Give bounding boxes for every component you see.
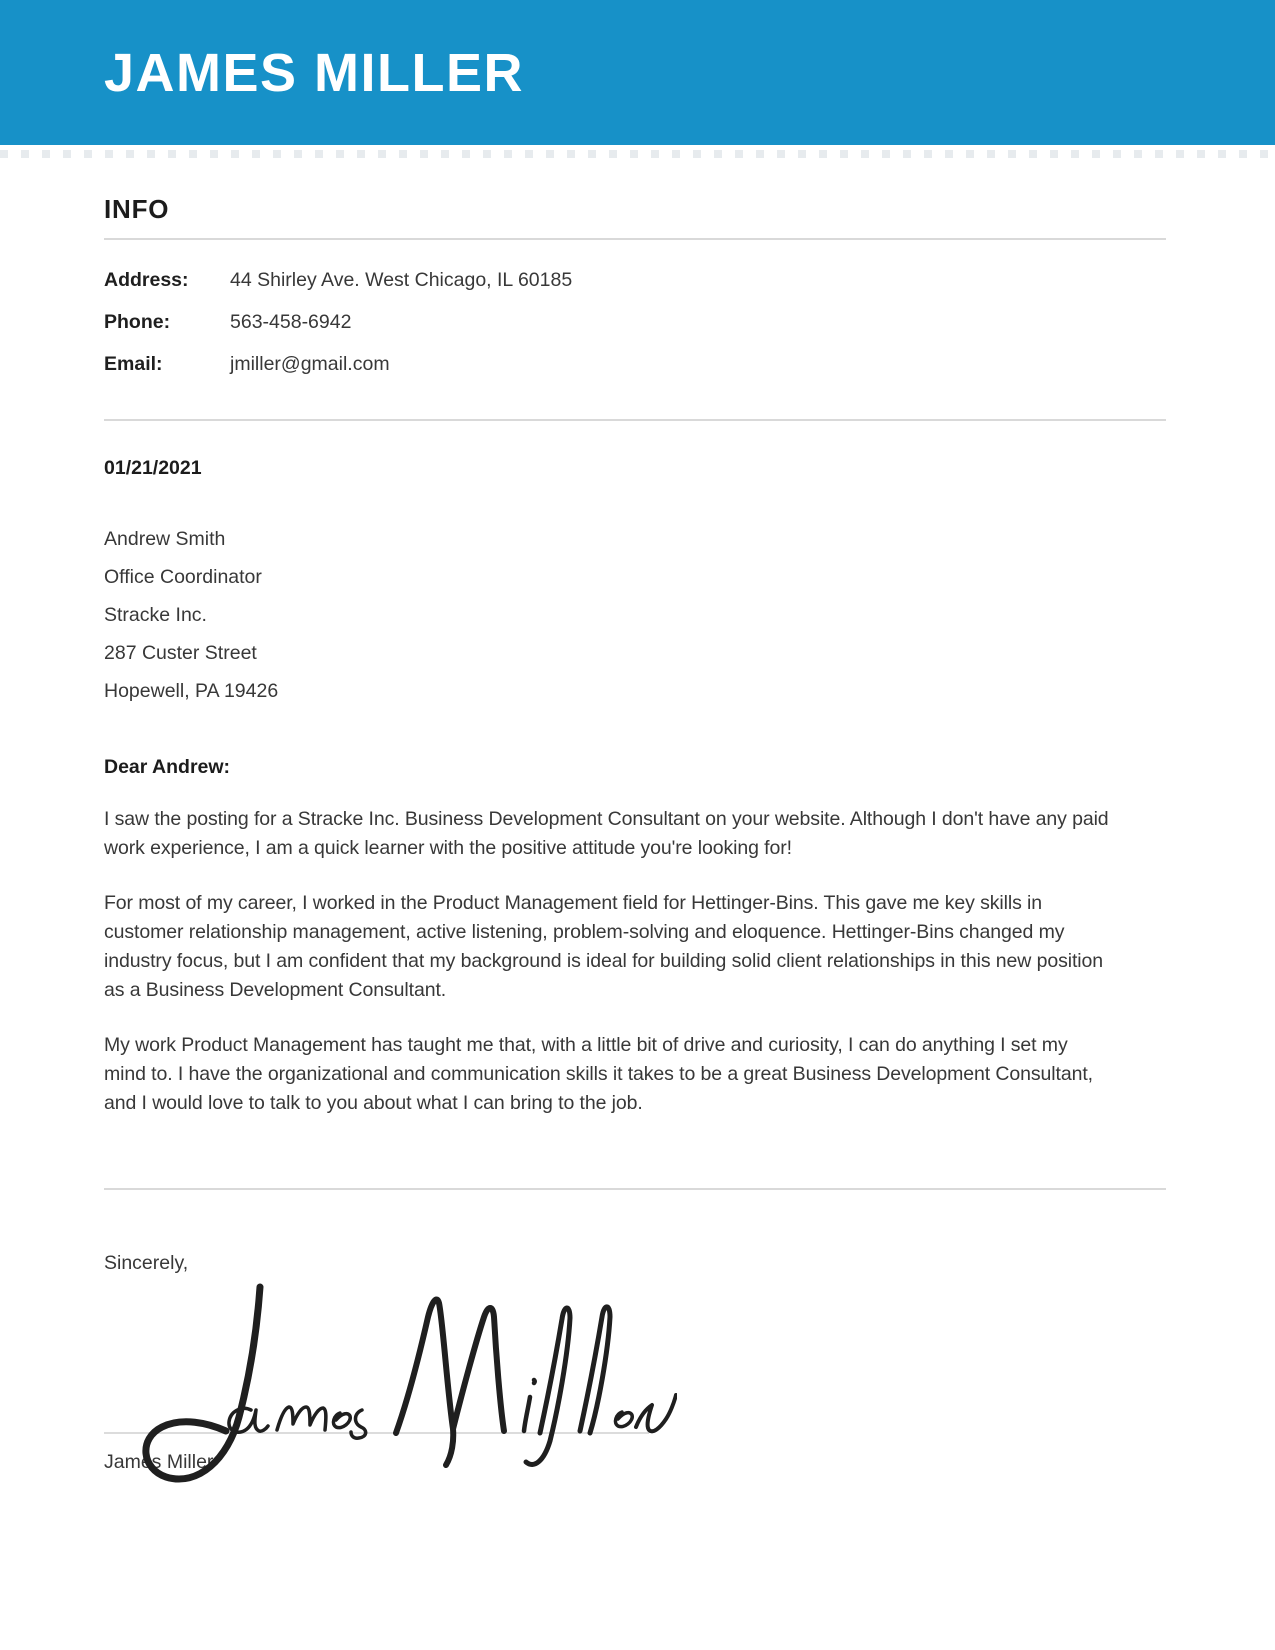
salutation: Dear Andrew: <box>104 756 231 778</box>
recipient-block <box>104 520 1166 710</box>
letter-content <box>0 194 1275 1496</box>
info-row-phone <box>104 309 1166 335</box>
info-rows <box>104 267 1166 377</box>
info-rule <box>104 238 1166 240</box>
recipient-city: Hopewell, PA 19426 <box>104 680 279 702</box>
email-label: Email: <box>104 353 163 375</box>
page-title: JAMES MILLER <box>104 42 525 103</box>
paragraph-2: For most of my career, I worked in the Product Management field for Hettinger-Bins. This gave me key skills in customer relationship management, active listening, problem-solving and eloquence. Hettinger-Bins changed my industry focus, but I am confident that my background is ideal for building solid client relationships in this new position as a Business Development Consultant. <box>104 892 1103 1001</box>
recipient-street: 287 Custer Street <box>104 642 257 664</box>
address-label: Address: <box>104 269 189 291</box>
signature-script-image <box>102 1279 677 1491</box>
phone-label: Phone: <box>104 311 171 333</box>
recipient-name: Andrew Smith <box>104 528 226 550</box>
info-heading: INFO <box>104 194 170 224</box>
info-row-email <box>104 351 1166 377</box>
signature-block <box>104 1281 1166 1496</box>
typed-name: James Miller <box>104 1451 214 1473</box>
info-row-address <box>104 267 1166 293</box>
letter-date: 01/21/2021 <box>104 457 202 479</box>
header-dash-strip <box>0 150 1275 158</box>
paragraph-3: My work Product Management has taught me that, with a little bit of drive and curiosity, I can do anything I set my mind to. I have the organizational and communication skills it takes to be a great Business Development Consultant, and I would love to talk to you about what I can bring to the job. <box>104 1034 1093 1114</box>
section-divider <box>104 419 1166 421</box>
closing-divider <box>104 1188 1166 1190</box>
closing-text: Sincerely, <box>104 1252 189 1274</box>
header-band <box>0 0 1275 145</box>
address-value: 44 Shirley Ave. West Chicago, IL 60185 <box>230 269 573 291</box>
email-value: jmiller@gmail.com <box>230 353 390 375</box>
recipient-company: Stracke Inc. <box>104 604 207 626</box>
recipient-title: Office Coordinator <box>104 566 262 588</box>
phone-value: 563-458-6942 <box>230 311 352 333</box>
paragraph-1: I saw the posting for a Stracke Inc. Business Development Consultant on your website. Although I don't have any paid work experience, I am a quick learner with the positive attitude you're looking for! <box>104 808 1109 859</box>
